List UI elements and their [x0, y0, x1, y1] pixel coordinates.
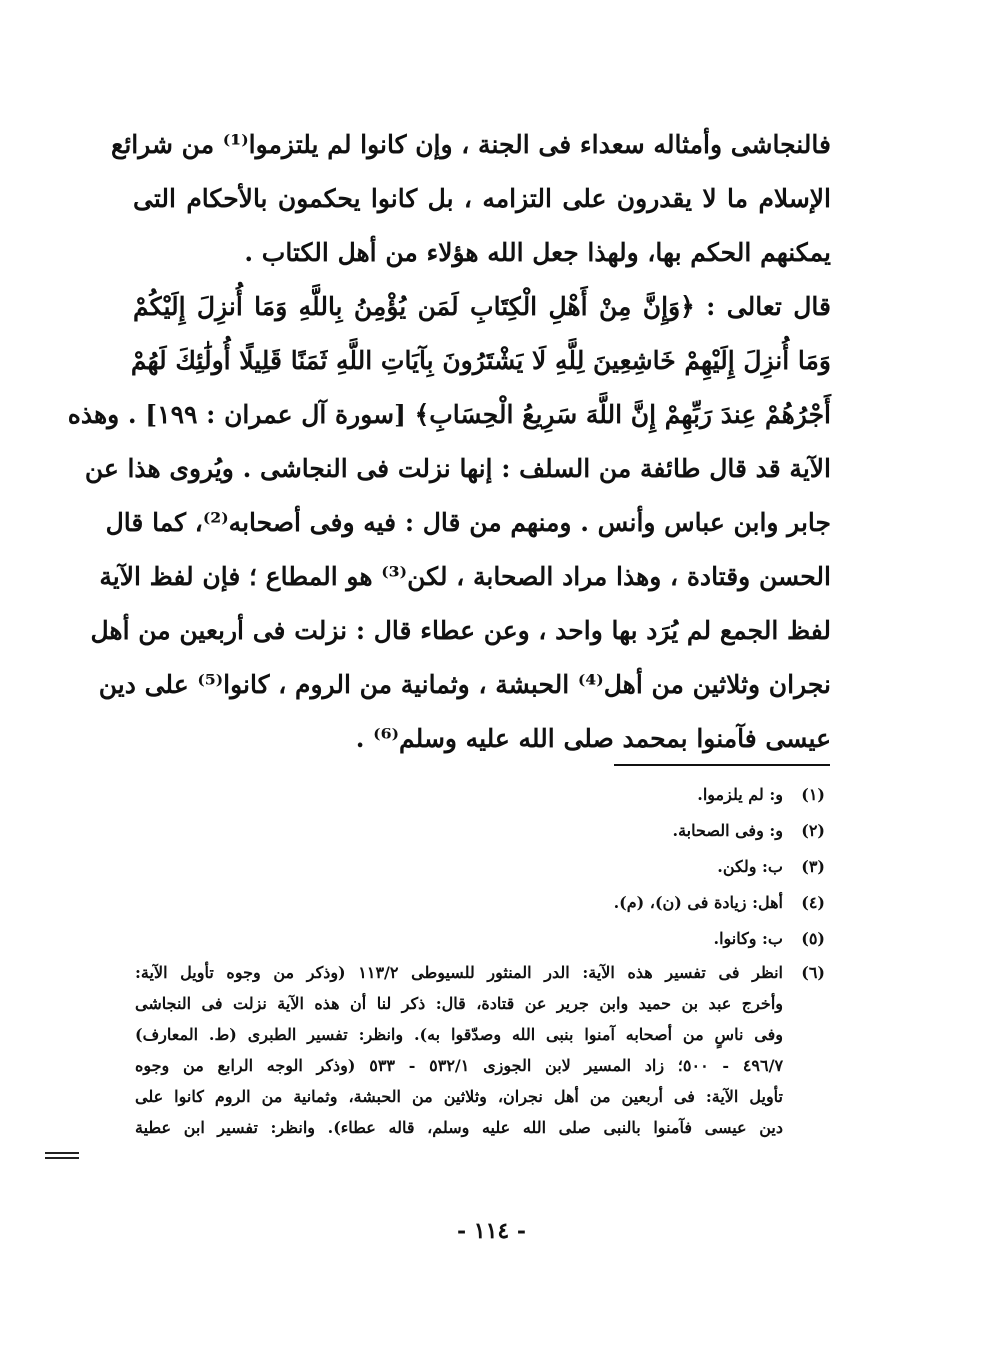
footnote-text — [135, 957, 783, 1143]
text-line: الآية قد قال طائفة من السلف : إنها نزلت فى النجاشى . ويُروى هذا عن — [84, 454, 831, 483]
footnote-text: و: وفى الصحابة. — [672, 821, 783, 840]
text-line: يمكنهم الحكم بها، ولهذا جعل الله هؤلاء من أهل الكتاب . — [244, 238, 831, 267]
footnote-line: تأويل الآية: فى أربعين من أهل نجران، وثلاثين من الحبشة، وثمانية من الروم كانوا على — [135, 1087, 783, 1106]
footnote-number: (٣) — [801, 857, 825, 876]
footnote-item — [135, 957, 825, 1143]
footnote-separator — [614, 764, 830, 766]
margin-continuation-mark — [45, 1152, 79, 1160]
text-line: الحسن وقتادة ، وهذا مراد الصحابة ، لكن⁽³⁾ هو المطاع ؛ فإن لفظ الآية — [99, 562, 831, 591]
footnote-item — [135, 813, 825, 849]
quran-verse-line: أَجْرُهُمْ عِندَ رَبِّهِمْ إِنَّ اللَّهَ سَرِيعُ الْحِسَابِ﴾ [سورة آل عمران : ١٩٩] . وهذه — [67, 400, 831, 429]
footnote-item — [135, 777, 825, 813]
text-line: جابر وابن عباس وأنس . ومنهم من قال : فيه وفى أصحابه⁽²⁾، كما قال — [105, 508, 831, 537]
text-line: لفظ الجمع لم يُرَد بها واحد ، وعن عطاء قال : نزلت فى أربعين من أهل — [90, 616, 831, 645]
footnote-text: ب: ولكن. — [717, 857, 783, 876]
text-line: نجران وثلاثين من أهل⁽⁴⁾ الحبشة ، وثمانية من الروم ، كانوا⁽⁵⁾ على دين — [98, 670, 831, 699]
footnote-item — [135, 849, 825, 885]
footnote-line: وفى ناسٍ من أصحابه آمنوا بنبى الله وصدّقوا به). وانظر: تفسير الطبرى (ط. المعارف) — [135, 1025, 783, 1044]
footnote-number: (٢) — [801, 821, 825, 840]
footnote-item — [135, 885, 825, 921]
footnote-text: و: لم يلزموا. — [697, 785, 783, 804]
quran-verse-line: قال تعالى : ﴿وَإِنَّ مِنْ أَهْلِ الْكِتَابِ لَمَن يُؤْمِنُ بِاللَّهِ وَمَا أُنزِلَ إِلَيْكُمْ — [133, 292, 831, 321]
footnote-line: ٤٩٦/٧ - ٥٠٠؛ زاد المسير لابن الجوزى ٥٣٢/١ - ٥٣٣ (وذكر الوجه الرابع من وجوه — [135, 1056, 784, 1075]
footnote-number: (٥) — [801, 929, 825, 948]
footnote-line: انظر فى تفسير هذه الآية: الدر المنثور للسيوطى ١١٣/٢ (وذكر من وجوه تأويل الآية: — [135, 963, 783, 982]
text-line: الإسلام ما لا يقدرون على التزامه ، بل كانوا يحكمون بالأحكام التى — [133, 184, 831, 213]
footnote-line: وأخرج عبد بن حميد وابن جرير عن قتادة، قال: ذكر لنا أن هذه الآية نزلت فى النجاشى — [135, 994, 783, 1013]
footnotes — [135, 777, 825, 1143]
footnote-number: (١) — [801, 785, 825, 804]
footnote-number: (٦) — [801, 963, 825, 982]
page-number: - ١١٤ - — [456, 1218, 527, 1244]
footnote-line: دين عيسى فآمنوا بالنبى صلى الله عليه وسلم، قاله عطاء). وانظر: تفسير ابن عطية — [135, 1118, 783, 1137]
footnote-item — [135, 921, 825, 957]
text-line: فالنجاشى وأمثاله سعداء فى الجنة ، وإن كانوا لم يلتزموا⁽¹⁾ من شرائع — [111, 130, 831, 159]
footnote-number: (٤) — [801, 893, 825, 912]
text-line: عيسى فآمنوا بمحمد صلى الله عليه وسلم⁽⁶⁾ . — [355, 724, 831, 753]
quran-verse-line: وَمَا أُنزِلَ إِلَيْهِمْ خَاشِعِينَ لِلَّهِ لَا يَشْتَرُونَ بِآيَاتِ اللَّهِ ثَمَنًا قَلِيلًا أُولَٰئِكَ لَهُمْ — [130, 346, 831, 375]
footnote-text: ب: وكانوا. — [713, 929, 783, 948]
footnote-text: أهل: زيادة فى (ن)، (م). — [613, 893, 783, 912]
main-text — [67, 118, 831, 766]
